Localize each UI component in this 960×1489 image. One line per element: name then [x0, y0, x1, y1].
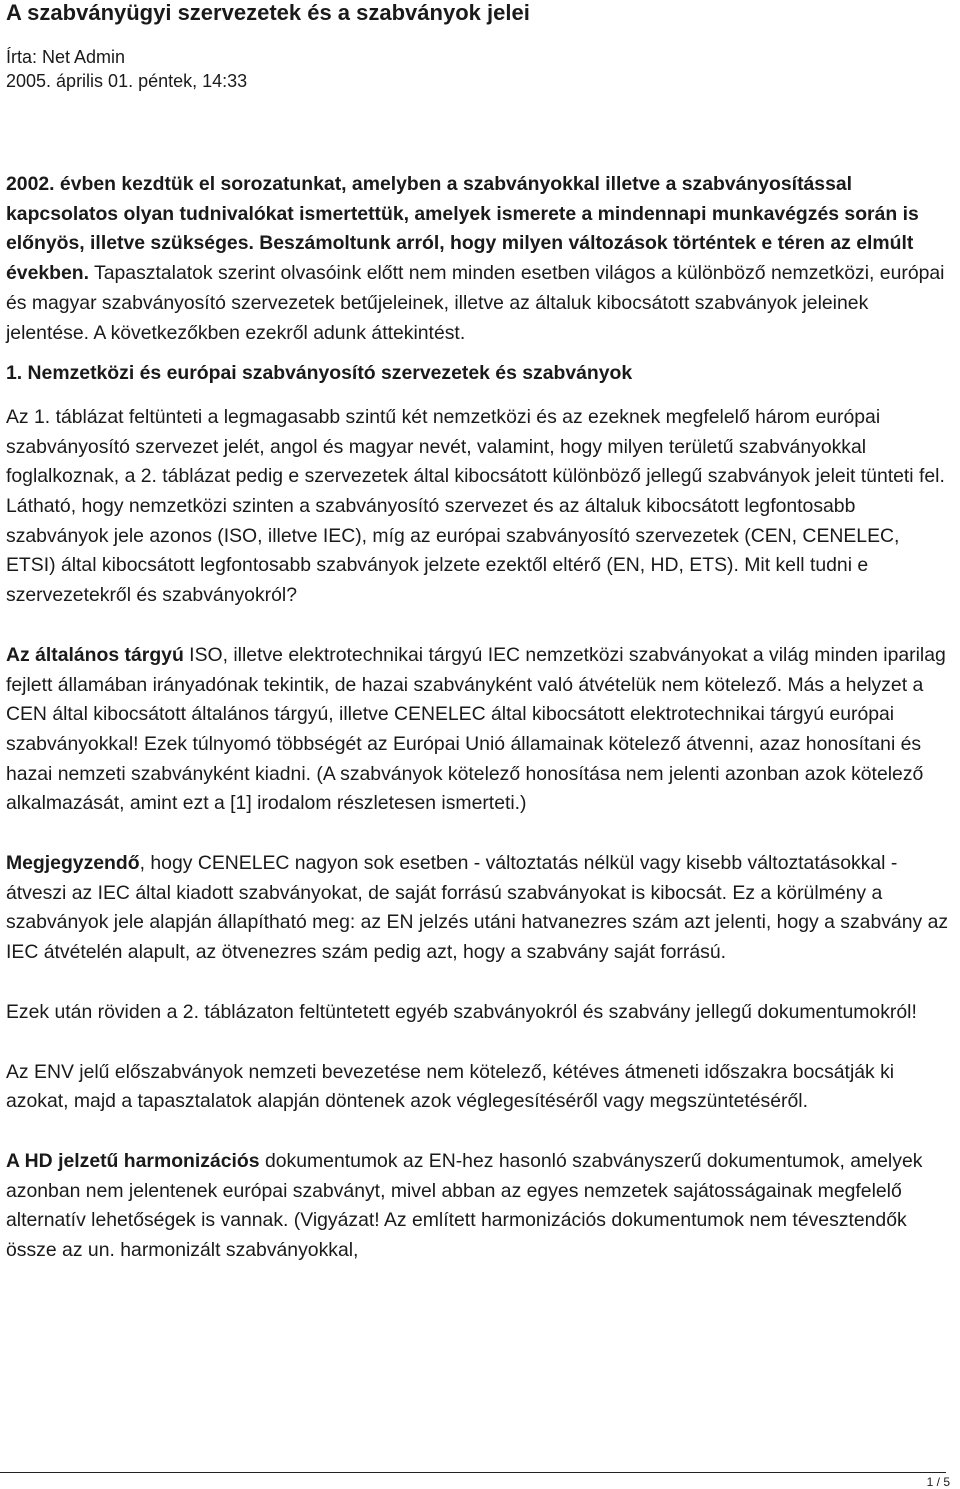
footer-divider	[0, 1472, 946, 1473]
paragraph-general-standards	[6, 641, 950, 819]
paragraph-bold-lead: Az általános tárgyú	[6, 643, 184, 666]
intro-paragraph	[6, 170, 950, 348]
page-title: A szabványügyi szervezetek és a szabványok jelei	[6, 0, 530, 25]
paragraph-text: , hogy CENELEC nagyon sok esetben - változtatás nélkül vagy kisebb változtatásokkal - átveszi az IEC által kiadott szabványokat, de saját forrású szabványokat is kibocsát. Ez a körülmény a szabványok jele alapján állapítható meg: az EN jelzés utáni hatvanezres szám azt jelenti, hogy a szabvány az IEC átvételén alapult, az ötvenezres szám pedig azt, hogy a szabvány saját forrású.	[6, 852, 949, 964]
article-body	[6, 170, 950, 1266]
paragraph-bold-lead: A HD jelzetű harmonizációs	[6, 1149, 260, 1172]
date-line: 2005. április 01. péntek, 14:33	[6, 71, 248, 91]
paragraph-note	[6, 849, 950, 968]
paragraph-text: dokumentumok az EN-hez hasonló szabványszerű dokumentumok, amelyek azonban nem jelentenek európai szabványt, mivel abban az egyes nemzetek sajátosságainak megfelelő alternatív lehetőségek is vannak. (Vigyázat! Az említett harmonizációs dokumentumok nem tévesztendők össze az un. harmonizált szabványokkal,	[6, 1149, 923, 1262]
section-heading: 1. Nemzetközi és európai szabványosító szervezetek és szabványok	[6, 362, 633, 385]
intro-text: Tapasztalatok szerint olvasóink előtt nem minden esetben világos a különböző nemzetközi, európai és magyar szabványosító szervezetek betűjeleinek, illetve az általuk kibocsátott szabványok jeleinek jelentése. A következőkben ezekről adunk áttekintést.	[6, 262, 945, 344]
page-number: 1 / 5	[926, 1475, 950, 1489]
paragraph-env-prestandards: Az ENV jelű előszabványok nemzeti bevezetése nem kötelező, kétéves átmeneti időszakra bocsátják ki azokat, majd a tapasztalatok alapján döntenek azok véglegesítéséről vagy megszüntetéséről.	[6, 1060, 895, 1113]
author-line: Írta: Net Admin	[6, 47, 126, 67]
paragraph-bold-lead: Megjegyzendő	[6, 852, 140, 875]
intro-bold-text: 2002. évben kezdtük el sorozatunkat, amelyben a szabványokkal illetve a szabványosítással kapcsolatos olyan tudnivalókat ismertettük, amelyek ismerete a mindennapi munkavégzés során is előnyös, illetve szükséges. Beszámoltunk arról, hogy milyen változások történtek e téren az elmúlt években.	[6, 173, 919, 285]
paragraph-other-documents: Ezek után röviden a 2. táblázaton feltüntetett egyéb szabványokról és szabvány jellegű dokumentumokról!	[6, 1000, 917, 1023]
paragraph-hd-documents	[6, 1147, 950, 1266]
paragraph-table-overview: Az 1. táblázat feltünteti a legmagasabb szintű két nemzetközi és az ezeknek megfelelő három európai szabványosító szervezet jelét, angol és magyar nevét, valamint, hogy milyen területű szabványokkal foglalkoznak, a 2. táblázat pedig e szervezetek által kibocsátott különböző jellegű szabványok jeleit tünteti fel. Látható, hogy nemzetközi szinten a szabványosító szervezet és az általuk kibocsátott legfontosabb szabványok jele azonos (ISO, illetve IEC), míg az európai szabványosító szervezetek (CEN, CENELEC, ETSI) által kibocsátott legfontosabb szabványok jelzete ezektől eltérő (EN, HD, ETS). Mit kell tudni e szervezetekről és szabványokról?	[6, 405, 945, 607]
paragraph-text: ISO, illetve elektrotechnikai tárgyú IEC nemzetközi szabványokat a világ minden iparilag fejlett államában irányadónak tekintik, de hazai szabványként való átvételük nem kötelező. Más a helyzet a CEN által kibocsátott általános tárgyú, illetve CENELEC által kibocsátott elektrotechnikai tárgyú európai szabványokkal! Ezek túlnyomó többségét az Európai Unió államainak kötelező átvenni, azaz honosítani és hazai nemzeti szabványként kiadni. (A szabványok kötelező honosítása nem jelenti azonban azok kötelező alkalmazását, amint ezt a [1] irodalom részletesen ismerteti.)	[6, 643, 946, 815]
